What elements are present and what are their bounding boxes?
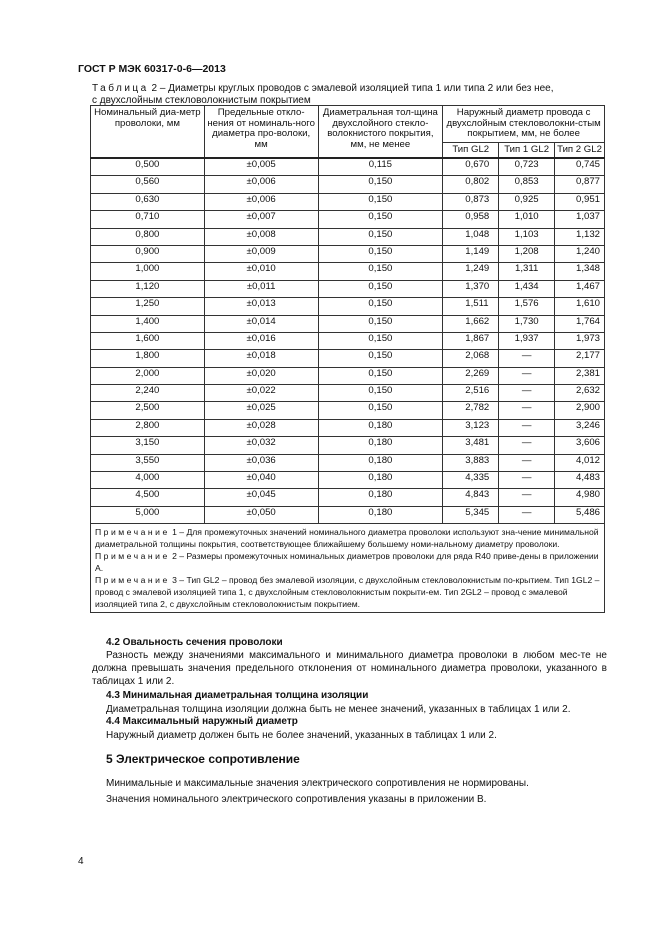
table-cell: 3,150 xyxy=(91,437,205,454)
table-cell: 0,150 xyxy=(318,385,443,402)
table-row xyxy=(91,298,605,315)
table-cell: 0,630 xyxy=(91,193,205,210)
table-cell: ±0,028 xyxy=(204,419,318,436)
table-cell: 0,150 xyxy=(318,228,443,245)
table-cell: 3,481 xyxy=(443,437,499,454)
col-outer-diameter: Наружный диаметр провода с двухслойным стекловолокни-стым покрытием, мм, не более xyxy=(443,106,605,143)
table-cell: 0,150 xyxy=(318,350,443,367)
table-cell: 1,149 xyxy=(443,245,499,262)
table-cell: 1,662 xyxy=(443,315,499,332)
table-cell: 4,335 xyxy=(443,472,499,489)
table-cell: 0,150 xyxy=(318,315,443,332)
table-cell: 0,180 xyxy=(318,506,443,523)
table-row xyxy=(91,419,605,436)
table-cell: ±0,050 xyxy=(204,506,318,523)
table-cell: 1,311 xyxy=(499,263,555,280)
table-cell: 0,670 xyxy=(443,158,499,176)
table-cell: 0,180 xyxy=(318,419,443,436)
table-cell: ±0,005 xyxy=(204,158,318,176)
section-5-heading: 5 Электрическое сопротивление xyxy=(106,752,300,766)
table-cell: 2,500 xyxy=(91,402,205,419)
table-row xyxy=(91,454,605,471)
table-cell: ±0,007 xyxy=(204,211,318,228)
table-row xyxy=(91,263,605,280)
table-cell: 1,250 xyxy=(91,298,205,315)
section-4-2-text: Разность между значениями максимального и минимального диаметра проволоки в любом мес-те не должна превышать значения предельного отклонения от номинального диаметра проволоки, указанного в таблицах 1 или 2. xyxy=(92,650,607,687)
table-cell: 1,103 xyxy=(499,228,555,245)
table-cell: 1,937 xyxy=(499,332,555,349)
table-cell: 2,900 xyxy=(555,402,605,419)
table-cell: 5,486 xyxy=(555,506,605,523)
table-cell: ±0,006 xyxy=(204,193,318,210)
note-2: Примечание 2 – Размеры промежуточных номинальных диаметров проволоки для ряда R40 приве-дены в приложении А. xyxy=(95,551,599,574)
table-cell: 3,123 xyxy=(443,419,499,436)
note-1: Примечание 1 – Для промежуточных значений номинального диаметра проволоки используют зна-чение минимальной диаметральной толщины покрытия, соответствующее ближайшему большему номи-нальному диаметру проволоки. xyxy=(95,527,599,550)
table-cell: 2,269 xyxy=(443,367,499,384)
table-cell: 1,000 xyxy=(91,263,205,280)
table-cell: 1,120 xyxy=(91,280,205,297)
table-cell: 1,800 xyxy=(91,350,205,367)
table-cell: — xyxy=(499,454,555,471)
subcol-type-1gl2: Тип 1 GL2 xyxy=(499,142,555,158)
diameter-table xyxy=(90,105,605,613)
table-cell: 2,177 xyxy=(555,350,605,367)
table-cell: 0,150 xyxy=(318,263,443,280)
table-cell: 1,867 xyxy=(443,332,499,349)
table-cell: ±0,045 xyxy=(204,489,318,506)
table-cell: 0,710 xyxy=(91,211,205,228)
table-cell: ±0,010 xyxy=(204,263,318,280)
table-cell: 0,150 xyxy=(318,367,443,384)
table-cell: 2,381 xyxy=(555,367,605,384)
table-cell: 5,000 xyxy=(91,506,205,523)
table-caption xyxy=(92,83,612,107)
table-cell: — xyxy=(499,350,555,367)
table-cell: ±0,009 xyxy=(204,245,318,262)
col-tolerance: Предельные откло-нения от номиналь-ного диаметра про-волоки, мм xyxy=(204,106,318,159)
table-row xyxy=(91,158,605,176)
section-4-4-text: Наружный диаметр должен быть не более значений, указанных в таблицах 1 или 2. xyxy=(106,730,497,741)
table-cell: 0,150 xyxy=(318,298,443,315)
table-row xyxy=(91,472,605,489)
table-cell: 4,980 xyxy=(555,489,605,506)
table-cell: 3,606 xyxy=(555,437,605,454)
table-cell: 0,802 xyxy=(443,176,499,193)
table-cell: 1,764 xyxy=(555,315,605,332)
table-cell: ±0,008 xyxy=(204,228,318,245)
table-cell: — xyxy=(499,385,555,402)
section-5-paragraph-1: Минимальные и максимальные значения электрического сопротивления не нормированы. xyxy=(106,778,529,789)
table-cell: 1,249 xyxy=(443,263,499,280)
table-cell: 0,925 xyxy=(499,193,555,210)
section-4-3-heading: 4.3 Минимальная диаметральная толщина изоляции xyxy=(106,690,369,701)
section-4-4-heading: 4.4 Максимальный наружный диаметр xyxy=(106,716,298,727)
table-cell: 1,576 xyxy=(499,298,555,315)
table-cell: ±0,020 xyxy=(204,367,318,384)
section-4-3-text: Диаметральная толщина изоляции должна быть не менее значений, указанных в таблицах 1 или 2. xyxy=(106,704,571,715)
table-cell: ±0,040 xyxy=(204,472,318,489)
subcol-type-gl2: Тип GL2 xyxy=(443,142,499,158)
table-cell: 5,345 xyxy=(443,506,499,523)
table-cell: 0,745 xyxy=(555,158,605,176)
table-cell: 2,068 xyxy=(443,350,499,367)
table-row xyxy=(91,350,605,367)
table-row xyxy=(91,315,605,332)
table-cell: 0,951 xyxy=(555,193,605,210)
table-cell: 2,800 xyxy=(91,419,205,436)
table-cell: 0,723 xyxy=(499,158,555,176)
table-cell: 1,400 xyxy=(91,315,205,332)
table-cell: 4,012 xyxy=(555,454,605,471)
table-cell: — xyxy=(499,419,555,436)
table-cell: — xyxy=(499,437,555,454)
table-cell: 4,843 xyxy=(443,489,499,506)
table-cell: 4,000 xyxy=(91,472,205,489)
table-cell: 1,434 xyxy=(499,280,555,297)
table-cell: 0,115 xyxy=(318,158,443,176)
table-row xyxy=(91,245,605,262)
table-cell: 1,600 xyxy=(91,332,205,349)
table-cell: 0,500 xyxy=(91,158,205,176)
table-cell: 1,240 xyxy=(555,245,605,262)
table-cell: 0,150 xyxy=(318,193,443,210)
table-cell: — xyxy=(499,506,555,523)
table-cell: 0,560 xyxy=(91,176,205,193)
table-cell: 2,000 xyxy=(91,367,205,384)
table-row xyxy=(91,176,605,193)
table-cell: — xyxy=(499,402,555,419)
table-cell: 0,180 xyxy=(318,454,443,471)
col-nominal-diameter: Номинальный диа-метр проволоки, мм xyxy=(91,106,205,159)
table-cell: — xyxy=(499,489,555,506)
table-cell: 4,500 xyxy=(91,489,205,506)
table-cell: 1,037 xyxy=(555,211,605,228)
table-cell: 0,180 xyxy=(318,489,443,506)
table-notes xyxy=(91,524,605,613)
table-caption-text: 2 – Диаметры круглых проводов с эмалевой изоляцией типа 1 или типа 2 или без нее, xyxy=(151,83,554,94)
page-number: 4 xyxy=(78,856,84,867)
table-cell: 1,973 xyxy=(555,332,605,349)
subcol-type-2gl2: Тип 2 GL2 xyxy=(555,142,605,158)
table-row xyxy=(91,280,605,297)
table-cell: 0,800 xyxy=(91,228,205,245)
table-caption-line2: с двухслойным стекловолокнистым покрытием xyxy=(92,95,311,106)
table-row xyxy=(91,506,605,523)
table-cell: 3,246 xyxy=(555,419,605,436)
table-row xyxy=(91,367,605,384)
table-cell: ±0,011 xyxy=(204,280,318,297)
section-4-2-heading: 4.2 Овальность сечения проволоки xyxy=(106,637,283,648)
table-cell: ±0,013 xyxy=(204,298,318,315)
table-cell: 0,150 xyxy=(318,402,443,419)
table-cell: ±0,022 xyxy=(204,385,318,402)
document-header: ГОСТ Р МЭК 60317-0-6—2013 xyxy=(78,63,226,75)
table-cell: 0,180 xyxy=(318,472,443,489)
table-row xyxy=(91,385,605,402)
table-row xyxy=(91,489,605,506)
table-cell: 0,150 xyxy=(318,245,443,262)
table-row xyxy=(91,437,605,454)
table-cell: 4,483 xyxy=(555,472,605,489)
table-cell: 0,150 xyxy=(318,176,443,193)
table-cell: 0,150 xyxy=(318,211,443,228)
table-cell: ±0,014 xyxy=(204,315,318,332)
table-cell: — xyxy=(499,472,555,489)
table-cell: 1,730 xyxy=(499,315,555,332)
table-cell: 1,010 xyxy=(499,211,555,228)
table-cell: 2,240 xyxy=(91,385,205,402)
table-cell: ±0,006 xyxy=(204,176,318,193)
table-cell: 2,782 xyxy=(443,402,499,419)
table-cell: 0,958 xyxy=(443,211,499,228)
table-cell: 0,877 xyxy=(555,176,605,193)
note-3: Примечание 3 – Тип GL2 – провод без эмалевой изоляции, с двухслойным стекловолокнистым по-крытием. Тип 1GL2 – провод с эмалевой изоляцией типа 1, с двухслойным стекловолокнистым покрыти-ем. Тип 2GL2 – провод с эмалевой изоляцией типа 2, с двухслойным стекловолокнистым покрытием. xyxy=(95,575,600,610)
table-cell: 0,150 xyxy=(318,332,443,349)
col-coating-thickness: Диаметральная тол-щина двухслойного стекло-волокнистого покрытия, мм, не менее xyxy=(318,106,443,159)
table-cell: 1,370 xyxy=(443,280,499,297)
table-row xyxy=(91,193,605,210)
table-cell: 2,516 xyxy=(443,385,499,402)
table-cell: — xyxy=(499,367,555,384)
table-cell: 0,150 xyxy=(318,280,443,297)
table-cell: ±0,032 xyxy=(204,437,318,454)
table-cell: 0,900 xyxy=(91,245,205,262)
table-cell: 0,873 xyxy=(443,193,499,210)
table-body xyxy=(91,158,605,524)
table-cell: ±0,016 xyxy=(204,332,318,349)
table-caption-word: Таблица xyxy=(92,83,149,94)
table-cell: 2,632 xyxy=(555,385,605,402)
table-cell: 0,853 xyxy=(499,176,555,193)
table-cell: 1,208 xyxy=(499,245,555,262)
table-cell: 0,180 xyxy=(318,437,443,454)
table-cell: 1,348 xyxy=(555,263,605,280)
section-5-paragraph-2: Значения номинального электрического сопротивления указаны в приложении В. xyxy=(106,794,487,805)
table-cell: ±0,018 xyxy=(204,350,318,367)
table-cell: 1,511 xyxy=(443,298,499,315)
table-row xyxy=(91,332,605,349)
table-cell: 3,550 xyxy=(91,454,205,471)
table-row xyxy=(91,228,605,245)
table-row xyxy=(91,211,605,228)
table-cell: 1,467 xyxy=(555,280,605,297)
table-row xyxy=(91,402,605,419)
table-cell: 1,048 xyxy=(443,228,499,245)
table-cell: ±0,036 xyxy=(204,454,318,471)
table-cell: 1,610 xyxy=(555,298,605,315)
table-cell: 3,883 xyxy=(443,454,499,471)
table-cell: 1,132 xyxy=(555,228,605,245)
table-cell: ±0,025 xyxy=(204,402,318,419)
